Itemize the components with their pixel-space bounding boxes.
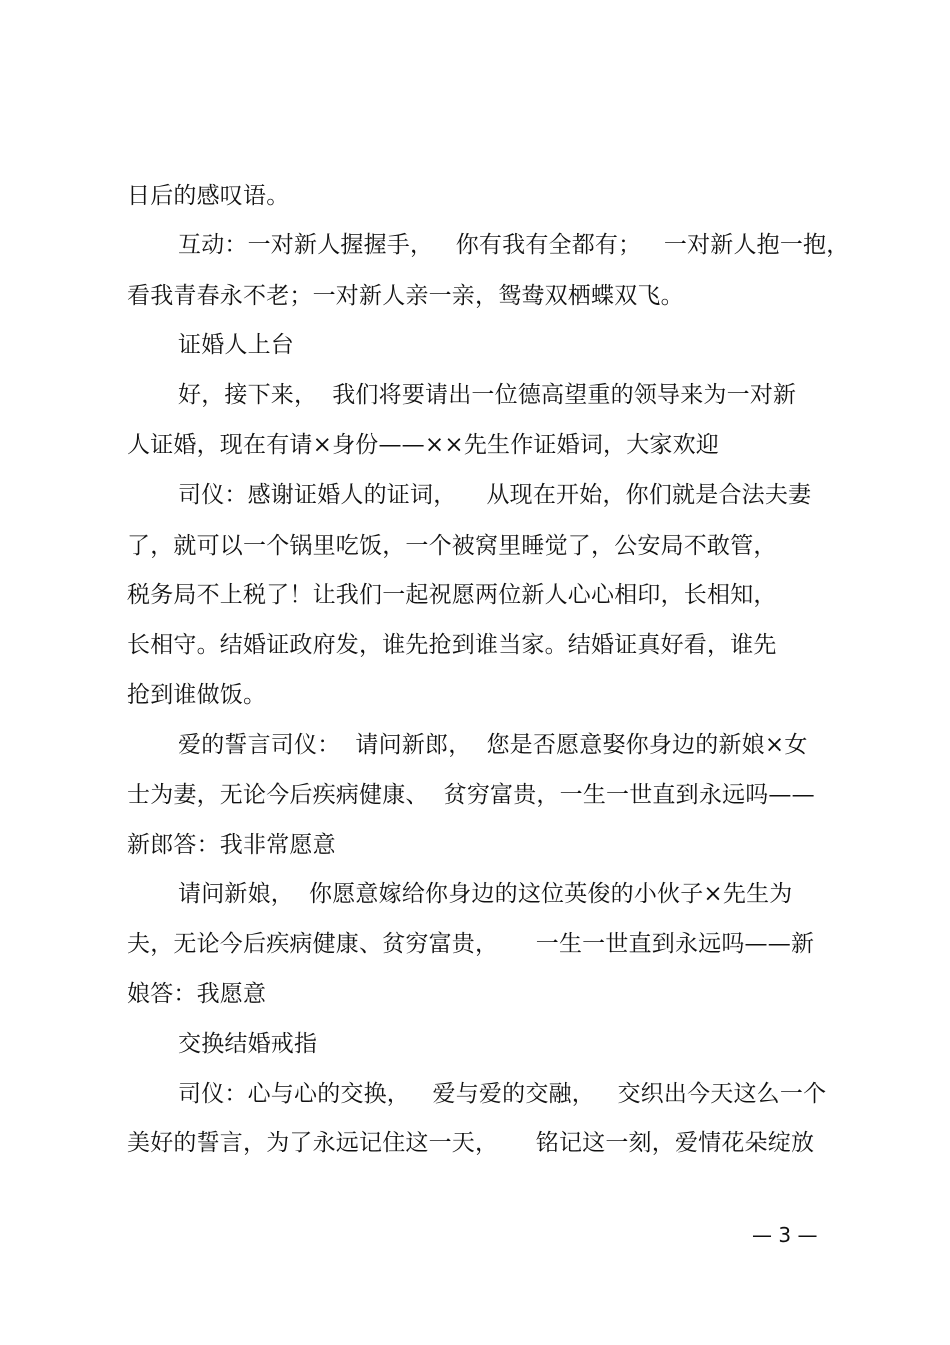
text-line: 好，接下来， 我们将要请出一位德高望重的领导来为一对新 bbox=[178, 382, 797, 408]
text-line: 请问新娘， 你愿意嫁给你身边的这位英俊的小伙子×先生为 bbox=[178, 881, 793, 907]
text-line: 互动：一对新人握握手， 你有我有全都有； 一对新人抱一抱， bbox=[178, 232, 850, 258]
text-line: 司仪：心与心的交换， 爱与爱的交融， 交织出今天这么一个 bbox=[178, 1081, 827, 1107]
page-number: — 3 — bbox=[752, 1223, 818, 1247]
text-line: 人证婚，现在有请×身份——××先生作证婚词，大家欢迎 bbox=[127, 432, 720, 458]
text-line: 爱的誓言司仪： 请问新郎， 您是否愿意娶你身边的新娘×女 bbox=[178, 732, 808, 758]
text-line: 税务局不上税了！让我们一起祝愿两位新人心心相印，长相知， bbox=[127, 582, 777, 608]
text-line: 长相守。结婚证政府发，谁先抢到谁当家。结婚证真好看，谁先 bbox=[127, 632, 777, 658]
text-line: 士为妻，无论今后疾病健康、 贫穷富贵，一生一世直到永远吗—— bbox=[127, 782, 815, 808]
text-line: 新郎答：我非常愿意 bbox=[127, 832, 336, 858]
text-line: 美好的誓言，为了永远记住这一天， 铭记这一刻，爱情花朵绽放 bbox=[127, 1130, 815, 1156]
text-line: 夫，无论今后疾病健康、贫穷富贵， 一生一世直到永远吗——新 bbox=[127, 931, 815, 957]
text-line: 娘答：我愿意 bbox=[127, 981, 267, 1007]
text-line: 日后的感叹语。 bbox=[127, 183, 290, 209]
text-line: 看我青春永不老；一对新人亲一亲，鸳鸯双栖蝶双飞。 bbox=[127, 283, 684, 309]
section-heading: 证婚人上台 bbox=[178, 332, 294, 358]
text-line: 司仪：感谢证婚人的证词， 从现在开始，你们就是合法夫妻 bbox=[178, 482, 812, 508]
text-line: 了，就可以一个锅里吃饭，一个被窝里睡觉了，公安局不敢管， bbox=[127, 533, 777, 559]
section-heading: 交换结婚戒指 bbox=[178, 1031, 318, 1057]
text-line: 抢到谁做饭。 bbox=[127, 682, 267, 708]
